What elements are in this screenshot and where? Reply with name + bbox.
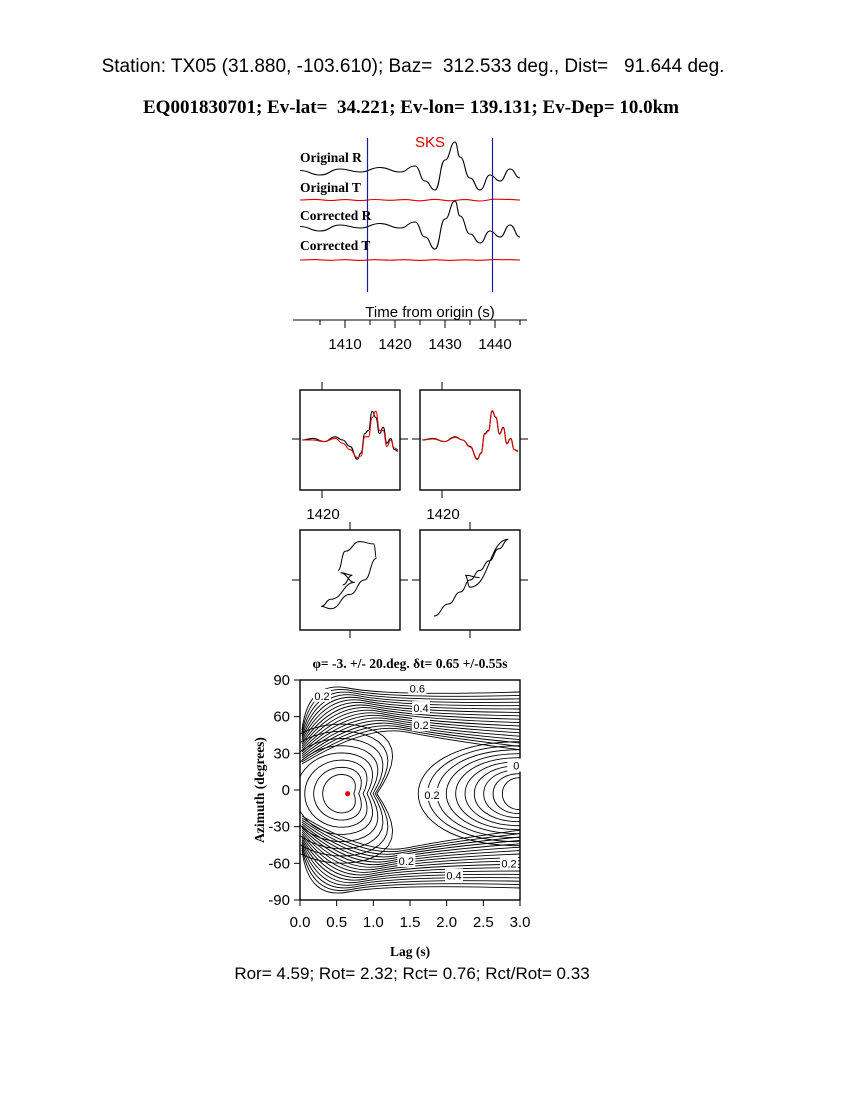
contour-line	[323, 775, 356, 813]
contour-panel	[252, 656, 530, 959]
contour-title: φ= -3. +/- 20.deg. δt= 0.65 +/-0.55s	[312, 656, 508, 671]
wave-right-traces	[422, 411, 518, 460]
contour-label: 0.4	[413, 703, 429, 716]
azimuth-tick-label: 90	[273, 672, 290, 689]
waveform-line	[422, 411, 518, 459]
lag-tick-label: 3.0	[509, 914, 531, 931]
lag-tick-label: 2.0	[436, 914, 458, 931]
particle-motion-panels	[292, 522, 528, 638]
trace-label-corrected-r: Corrected R	[300, 208, 372, 223]
contour-label: 0.6	[409, 683, 425, 696]
lag-tick-label: 2.5	[472, 914, 494, 931]
contour-line	[493, 774, 520, 814]
lag-tick-label: 0.5	[326, 914, 348, 931]
seismogram-panel	[293, 134, 527, 353]
contour-line	[302, 731, 520, 764]
contour-label: 0.4	[446, 870, 462, 883]
seismogram-trace	[300, 260, 520, 261]
contour-line	[302, 721, 520, 756]
time-tick-label: 1420	[378, 336, 412, 353]
pm-left-trace	[321, 542, 376, 609]
particle-motion-line	[434, 539, 508, 616]
azimuth-tick-label: -90	[268, 892, 290, 909]
wave-left-tick-label: 1420	[306, 506, 340, 523]
contour-line	[302, 689, 520, 732]
pm-box-ticks	[292, 522, 528, 638]
station-header: Station: TX05 (31.880, -103.610); Baz= 312.533 deg., Dist= 91.644 deg.	[101, 56, 725, 77]
trace-label-original-r: Original R	[300, 150, 362, 165]
azimuth-axis-label: Azimuth (degrees)	[252, 737, 267, 843]
waveform-comparison-panels	[292, 382, 528, 523]
event-header: EQ001830701; Ev-lat= 34.221; Ev-lon= 139.131; Ev-Dep= 10.0km	[143, 97, 679, 118]
contour-label: 0	[513, 760, 520, 773]
waveform-line	[302, 411, 398, 459]
trace-label-original-t: Original T	[300, 180, 361, 195]
particle-motion-line	[321, 542, 376, 609]
wave-left-traces	[302, 411, 398, 459]
contour-axis-ticks	[268, 672, 530, 931]
lag-tick-label: 1.0	[362, 914, 384, 931]
pm-right-trace	[434, 539, 508, 616]
time-axis-ticks	[320, 320, 520, 353]
trace-label-corrected-t: Corrected T	[300, 238, 371, 253]
contour-label: 0.2	[413, 720, 429, 733]
wave-right-tick-label: 1420	[426, 506, 460, 523]
wave-box-right	[420, 390, 520, 490]
contour-label: 0.2	[398, 855, 414, 868]
contour-line	[302, 816, 520, 849]
waveform-line	[422, 411, 518, 459]
time-tick-label: 1440	[478, 336, 512, 353]
time-axis-label: Time from origin (s)	[365, 304, 495, 321]
best-fit-marker	[345, 791, 350, 796]
time-tick-label: 1410	[328, 336, 362, 353]
ratio-summary: Ror= 4.59; Rot= 2.32; Rct= 0.76; Rct/Rot= 0.33	[234, 964, 590, 983]
azimuth-tick-label: 30	[273, 745, 290, 763]
wave-box-ticks	[292, 382, 528, 498]
lag-tick-label: 1.5	[399, 914, 421, 931]
seismogram-trace	[300, 199, 520, 201]
azimuth-tick-label: -30	[268, 818, 290, 836]
lag-axis-label: Lag (s)	[389, 944, 431, 959]
contour-line	[296, 753, 373, 835]
waveform-line	[302, 411, 398, 457]
time-tick-label: 1430	[428, 336, 462, 353]
contour-line	[502, 778, 520, 810]
azimuth-tick-label: -60	[268, 855, 290, 873]
lag-tick-label: 0.0	[289, 914, 311, 931]
contour-line	[302, 702, 520, 742]
azimuth-tick-label: 0	[281, 782, 290, 799]
contour-label: 0.2	[501, 858, 517, 871]
contour-line	[428, 746, 520, 842]
contour-label: 0.2	[424, 789, 440, 802]
contour-line	[484, 770, 520, 818]
phase-label: SKS	[415, 134, 446, 151]
contour-label: 0.2	[314, 690, 330, 703]
azimuth-tick-label: 60	[273, 708, 290, 726]
